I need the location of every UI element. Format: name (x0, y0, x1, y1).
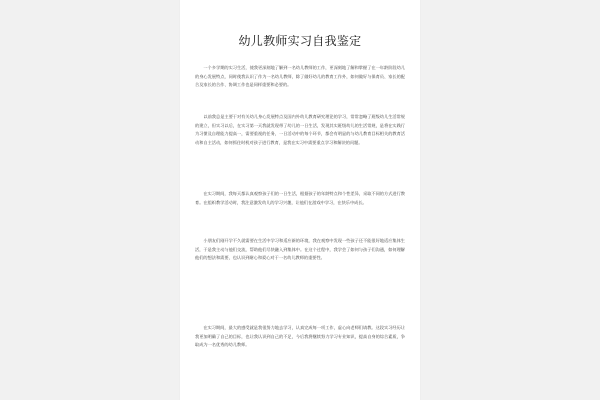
paragraph-5: 在实习期间，最大的感受就是我很努力地去学习，认真完成每一项工作，虚心向老师们请教。这段实习经历让我更加明确了自己的目标，也让我认识到自己的不足，今后我将继续努力学习专业知识，提高自身的综合素质，争取成为一名优秀的幼儿教师。 (195, 325, 405, 348)
paragraph-4: 小朋友们刚开学不久就需要在生活中学习和适应新的环境，我在观察中发现一些孩子还不能很好地适应集体生活，于是我主动与他们交流，帮助他们尽快融入到集体中。在这个过程中，我学会了如何与孩子们沟通，如何理解他们的想法和需要，也认识到耐心和爱心对于一名幼儿教师的重要性。 (195, 238, 405, 261)
document-title: 幼儿教师实习自我鉴定 (238, 34, 362, 48)
paragraph-3: 在实习期间，我每天都认真观察孩子们的一日生活，根据孩子的年龄特点和个性差异，采取不同的方式进行教育。在组织教学活动时，我注意激发幼儿的学习兴趣，让他们在游戏中学习，在快乐中成长。 (195, 191, 405, 205)
paragraph-2: 以前我总是主要于对有关幼儿身心发展特点及国内外幼儿教育研究理论的学习，常常忽略了班级幼儿生活常规的建立，但实习以后，在实习第一天我就发现带了幼儿的一日生活，发现其实班级幼儿的生活常规，是将在实践行为习惯及自理能力提高一，需要重视的任务，一日活动中的每个环节，都会有明显的与幼儿教育目标相关的教育活动和自主活动，如何抓住时机对孩子进行教育，是我在实习中需要重点学习和解决的问题。 (195, 114, 405, 145)
document-page (180, 0, 420, 400)
paragraph-1: 一个多学期的实习生活，使我更深刻地了解到一名幼儿教师的工作，更深刻地了解和掌握了在一年龄阶段幼儿的身心发展特点，同时使我认识了作为一名幼儿教师，除了做好幼儿的教育工作外，如何做好与保育员、家长的配合及家长的合作、协调工作也是同样重要和必要的。 (195, 65, 405, 88)
